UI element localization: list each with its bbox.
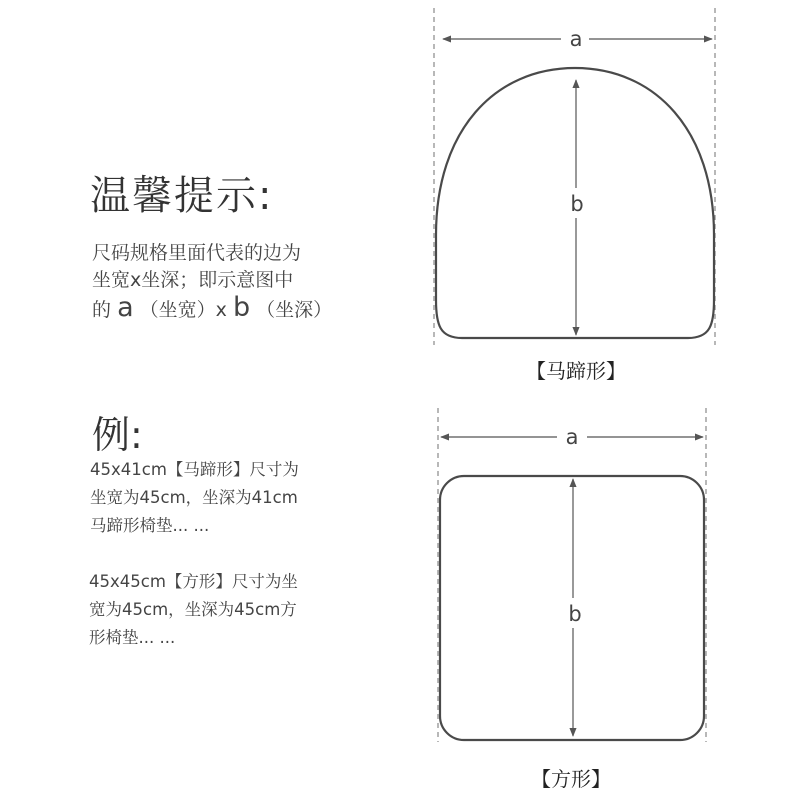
example-horseshoe-line: 马蹄形椅垫... ... [90, 516, 210, 535]
example-horseshoe-line: 45x41cm【马蹄形】尺寸为 [90, 460, 299, 479]
tips-line-3-pre: 的 [92, 299, 112, 321]
tips-heading: 温馨提示: [90, 173, 274, 219]
tips-line-1: 尺码规格里面代表的边为 [92, 242, 302, 264]
square-width-label: a [565, 425, 579, 449]
tips-symbol-b: b [232, 292, 251, 323]
horseshoe-depth-label: b [570, 192, 584, 216]
tips-line-2: 坐宽x坐深；即示意图中 [92, 269, 294, 291]
example-heading: 例: [92, 413, 143, 457]
horseshoe-caption: 【马蹄形】 [526, 359, 626, 383]
example-horseshoe-line: 坐宽为45cm，坐深为41cm [90, 488, 298, 507]
square-depth-label: b [568, 602, 582, 626]
example-square-line: 形椅垫... ... [89, 628, 176, 647]
square-caption: 【方形】 [531, 767, 611, 791]
tips-symbol-a: a [117, 292, 134, 323]
example-square-line: 45x45cm【方形】尺寸为坐 [89, 572, 298, 591]
horseshoe-width-label: a [569, 27, 583, 51]
tips-line-3-post: （坐深） [256, 299, 333, 321]
example-square-line: 宽为45cm，坐深为45cm方 [89, 600, 297, 619]
square-diagram [438, 408, 706, 742]
horseshoe-diagram [434, 8, 715, 345]
tips-line-3-mid: （坐宽）x [139, 299, 227, 321]
